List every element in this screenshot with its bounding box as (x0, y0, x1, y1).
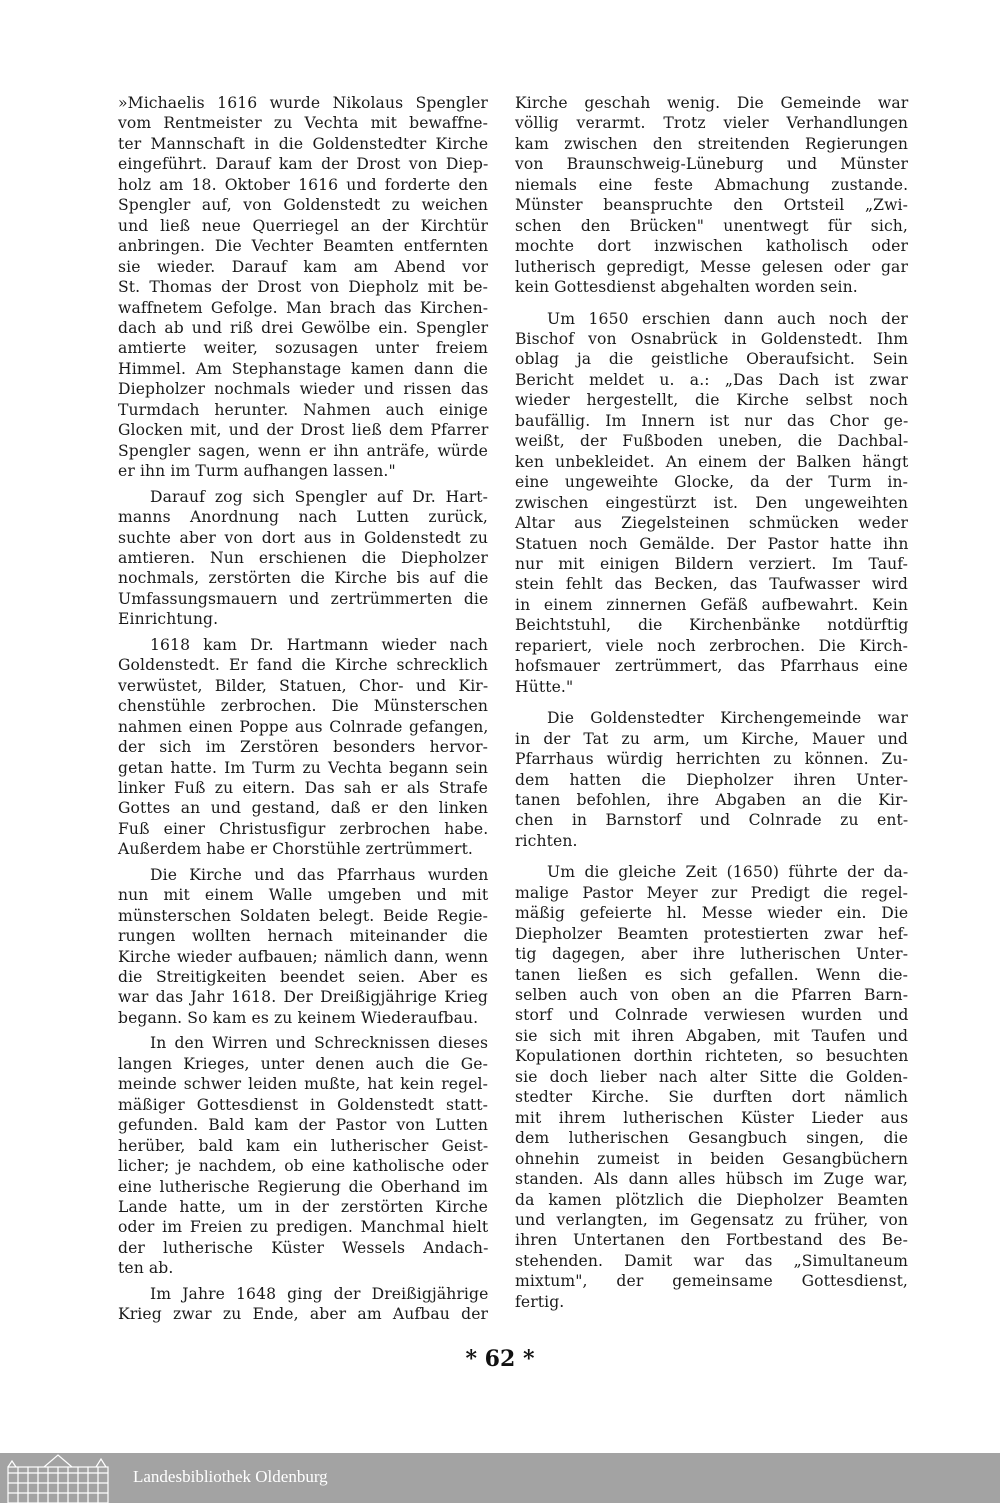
text-line: lutherisch gepredigt, Messe gelesen oder gar (515, 257, 908, 276)
text-line: sie sich mit ihren Abgaben, mit Taufen und (515, 1026, 909, 1045)
text-line: chen in Barnstorf und Colnrade zu ent- (515, 811, 909, 830)
text-line: tig dagegen, aber ihre lutherischen Unter- (515, 945, 909, 964)
text-line: münsterschen Soldaten belegt. Beide Regie- (118, 906, 488, 925)
text-line: Außerdem habe er Chorstühle zertrümmert. (118, 840, 473, 859)
text-line: repariert, viele noch zerbrochen. Die Kirch- (515, 636, 908, 655)
text-line: ter Mannschaft in die Goldenstedter Kirche (118, 134, 489, 153)
left-column (118, 93, 488, 1330)
text-line: ihren Untertanen den Fortbestand des Be- (515, 1231, 908, 1250)
page-number: * 62 * (465, 1346, 535, 1372)
text-line (118, 1033, 488, 1053)
text-line: oder im Freien zu predigen. Manchmal hielt (118, 1218, 489, 1237)
text-line: selben auch von oben an die Pfarren Barn- (515, 986, 909, 1005)
text-line-content: Die Goldenstedter Kirchengemeinde war (547, 709, 908, 728)
text-line: er ihn im Turm aufhangen lassen." (118, 462, 396, 481)
text-line: stedter Kirche. Sie durften dort nämlich (515, 1088, 908, 1107)
text-line: zwischen eingestürzt ist. Den ungeweihten (515, 493, 908, 512)
text-line (118, 635, 488, 655)
text-line: eine ungeweihte Glocke, da der Turm in- (515, 473, 908, 492)
text-line: standen. Als dann alles hübsch im Zuge war, (515, 1170, 908, 1189)
text-line: da kamen plötzlich die Diepholzer Beamten (515, 1190, 909, 1209)
text-line: tanen befohlen, ihre Abgaben an die Kir- (515, 790, 908, 809)
text-line: fertig. (515, 1292, 565, 1311)
paragraph (515, 309, 908, 698)
text-line (515, 708, 908, 728)
text-line: dem lutherischen Gesangbuch singen, die (515, 1129, 909, 1148)
text-line: linker Fuß zu eitern. Das sah er als Strafe (118, 778, 488, 797)
text-line: in einem zinnernen Gefäß aufbewahrt. Kein (515, 595, 908, 614)
text-line: malige Pastor Meyer zur Predigt die regel- (515, 883, 908, 902)
text-line: stein fehlt das Becken, das Taufwasser wird (515, 575, 908, 594)
text-line: Spengler auf, von Goldenstedt zu weichen (118, 196, 488, 215)
text-line: von Braunschweig-Lüneburg und Münster (515, 155, 908, 174)
text-line: schen den Brücken" unentwegt für sich, (515, 216, 908, 235)
text-line: waffnetem Gefolge. Man brach das Kirchen- (118, 298, 489, 317)
text-line: Bischof von Osnabrück in Goldenstedt. Ihm (515, 329, 909, 348)
text-line-content: Im Jahre 1648 ging der Dreißigjährige (150, 1284, 489, 1303)
paragraph (118, 865, 488, 1029)
text-line: langen Krieges, unter denen auch die Ge- (118, 1054, 488, 1073)
right-column (515, 93, 908, 1317)
text-line: Bericht meldet u. a.: „Das Dach ist zwar (515, 370, 908, 389)
text-line: meinde schwer leiden mußte, hat kein regel- (118, 1075, 488, 1094)
text-line: mäßiger Gottesdienst in Goldenstedt statt- (118, 1095, 488, 1114)
text-line: tanen ließen es sich gefallen. Wenn die- (515, 965, 908, 984)
text-line: Pfarrhaus würdig herrichten zu können. Zu- (515, 750, 908, 769)
text-line: Goldenstedt. Er fand die Kirche schrecklich (118, 656, 488, 675)
text-line: Turmdach herunter. Nahmen auch einige (118, 400, 488, 419)
text-line: Gottes an und gestand, daß er den linken (118, 799, 488, 818)
text-line (118, 1284, 488, 1304)
text-line: begann. So kam es zu keinem Wiederaufbau. (118, 1008, 479, 1027)
text-line: Kirche wieder aufbauen; nämlich dann, wenn (118, 947, 489, 966)
text-line: manns Anordnung nach Lutten zurück, (118, 508, 488, 527)
text-line: mochte dort inzwischen katholisch oder (515, 237, 909, 256)
text-line: Hütte." (515, 677, 574, 696)
text-line: ohnehin zumeist in beiden Gesangbüchern (515, 1149, 909, 1168)
text-line: nahmen einen Poppe aus Colnrade gefangen, (118, 717, 489, 736)
text-line: hofsmauer zertrümmert, das Pfarrhaus eine (515, 657, 908, 676)
text-line-content: Um 1650 erschien dann auch noch der (547, 309, 908, 328)
text-line: Lande hatte, um in der zerstörten Kirche (118, 1198, 488, 1217)
library-building-icon (6, 1453, 110, 1503)
library-name: Landesbibliothek Oldenburg (133, 1467, 328, 1486)
text-line: Spengler sagen, wenn er ihn anträfe, würde (118, 441, 488, 460)
text-line (118, 487, 488, 507)
text-line: St. Thomas der Drost von Diepholz mit be- (118, 278, 488, 297)
text-line: war das Jahr 1618. Der Dreißigjährige Krieg (118, 988, 488, 1007)
text-line-content: 1618 kam Dr. Hartmann wieder nach (150, 635, 488, 654)
text-line: Himmel. Am Stephanstage kamen dann die (118, 359, 488, 378)
text-line: Kirche geschah wenig. Die Gemeinde war (515, 94, 909, 112)
text-line: Einrichtung. (118, 610, 219, 629)
text-line: weißt, der Fußboden uneben, die Dachbal- (515, 432, 909, 451)
text-line: völlig verarmt. Trotz vieler Verhandlungen (515, 114, 909, 133)
text-line: ten ab. (118, 1259, 174, 1278)
text-line: ken unbekleidet. An einem der Balken hängt (515, 452, 909, 471)
text-line-content: In den Wirren und Schrecknissen dieses (150, 1034, 489, 1053)
text-line: mit ihrem lutherischen Küster Lieder aus (515, 1108, 909, 1127)
text-line: stehenden. Damit war das „Simultaneum (515, 1251, 908, 1270)
text-line: Beichtstuhl, die Kirchenbänke notdürftig (515, 616, 909, 635)
text-line: chenstühle zerbrochen. Die Münsterschen (118, 697, 488, 716)
text-line: holz am 18. Oktober 1616 und forderte den (118, 175, 488, 194)
paragraph (515, 93, 908, 298)
text-line: dem hatten die Diepholzer ihren Unter- (515, 770, 909, 789)
text-line: und verlangten, im Gegensatz zu früher, von (515, 1211, 908, 1230)
text-line: niemals eine feste Abmachung zustande. (515, 175, 909, 194)
text-line: und ließ neue Querriegel an der Kirchtür (118, 216, 488, 235)
text-line: Münster beanspruchte den Ortsteil „Zwi- (515, 196, 908, 215)
text-line-content: Darauf zog sich Spengler auf Dr. Hart- (150, 487, 489, 506)
text-line (515, 862, 908, 882)
text-line: nochmals, zerstörten die Kirche bis auf die (118, 569, 489, 588)
text-line: dach ab und riß drei Gewölbe ein. Spengler (118, 318, 489, 337)
paragraph (515, 708, 908, 851)
text-line: Altar aus Ziegelsteinen schmücken weder (515, 514, 908, 533)
text-line: mixtum", der gemeinsame Gottesdienst, (515, 1272, 908, 1291)
text-line: oblag ja die geistliche Oberaufsicht. Sein (515, 350, 908, 369)
text-line: Diepholzer nochmals wieder und rissen das (118, 380, 489, 399)
text-line: die Streitigkeiten beendet seien. Aber es (118, 968, 488, 987)
text-line: Kopulationen dorthin richteten, so besuchten (515, 1047, 909, 1066)
paragraph (118, 1284, 488, 1325)
paragraph (118, 1033, 488, 1278)
text-line: sie wieder. Darauf kam am Abend vor (118, 257, 489, 276)
text-line: der lutherische Küster Wessels Andach- (118, 1238, 489, 1257)
text-line: licher; je nachdem, ob eine katholische oder (118, 1157, 489, 1176)
paragraph (515, 862, 908, 1312)
text-line: Umfassungsmauern und zertrümmerten die (118, 589, 489, 608)
text-line: vom Rentmeister zu Vechta mit bewaffne- (118, 114, 488, 133)
paragraph (118, 635, 488, 860)
text-line: eine lutherische Regierung die Oberhand im (118, 1177, 488, 1196)
text-line: mäßig gefeierte hl. Messe wieder ein. Die (515, 904, 909, 923)
text-line: nur mit einigen Bildern verziert. Im Tauf- (515, 554, 908, 573)
paragraph (118, 487, 488, 630)
footer-banner (0, 1453, 1000, 1503)
text-line: storf und Colnrade verwiesen wurden und (515, 1006, 909, 1025)
text-line: eingeführt. Darauf kam der Drost von Diep- (118, 155, 489, 174)
text-line: amtierte weiter, sozusagen unter freiem (118, 339, 488, 358)
text-line: rungen wollten hernach miteinander die (118, 927, 489, 946)
text-line: verwüstet, Bilder, Statuen, Chor- und Kir- (118, 676, 489, 695)
text-line (515, 309, 908, 329)
text-line: sie doch lieber nach alter Sitte die Golden- (515, 1067, 908, 1086)
text-line: Glocken mit, und der Drost ließ dem Pfarrer (118, 421, 489, 440)
text-line: Krieg zwar zu Ende, aber am Aufbau der (118, 1305, 489, 1324)
text-line: herüber, bald kam ein lutherischer Geist- (118, 1136, 489, 1155)
text-line: Fuß einer Christusfigur zerbrochen habe. (118, 819, 489, 838)
text-line: wieder hergestellt, die Kirche selbst noch (515, 391, 908, 410)
text-line: gefunden. Bald kam der Pastor von Lutten (118, 1116, 488, 1135)
text-line: kam zwischen den streitenden Regierungen (515, 134, 908, 153)
paragraph (118, 93, 488, 482)
text-line (118, 865, 488, 885)
text-line-content: Um die gleiche Zeit (1650) führte der da- (547, 863, 909, 882)
text-line: in der Tat zu arm, um Kirche, Mauer und (515, 729, 908, 748)
text-line: richten. (515, 831, 578, 850)
text-line: amtieren. Nun erschienen die Diepholzer (118, 548, 488, 567)
text-line: kein Gottesdienst abgehalten worden sein. (515, 278, 858, 297)
text-line: Diepholzer Beamten protestierten zwar hef- (515, 924, 909, 943)
text-line: baufällig. Im Innern ist nur das Chor ge- (515, 411, 909, 430)
text-line: der sich im Zerstören besonders hervor- (118, 738, 488, 757)
text-line: suchte aber von dort aus in Goldenstedt zu (118, 528, 488, 547)
text-line: nun mit einem Walle umgeben und mit (118, 886, 489, 905)
text-line: anbringen. Die Vechter Beamten entfernten (118, 237, 489, 256)
text-line: Statuen noch Gemälde. Der Pastor hatte ihn (515, 534, 909, 553)
text-line: »Michaelis 1616 wurde Nikolaus Spengler (118, 94, 488, 112)
text-line-content: Die Kirche und das Pfarrhaus wurden (150, 865, 489, 884)
text-line: getan hatte. Im Turm zu Vechta begann sein (118, 758, 488, 777)
